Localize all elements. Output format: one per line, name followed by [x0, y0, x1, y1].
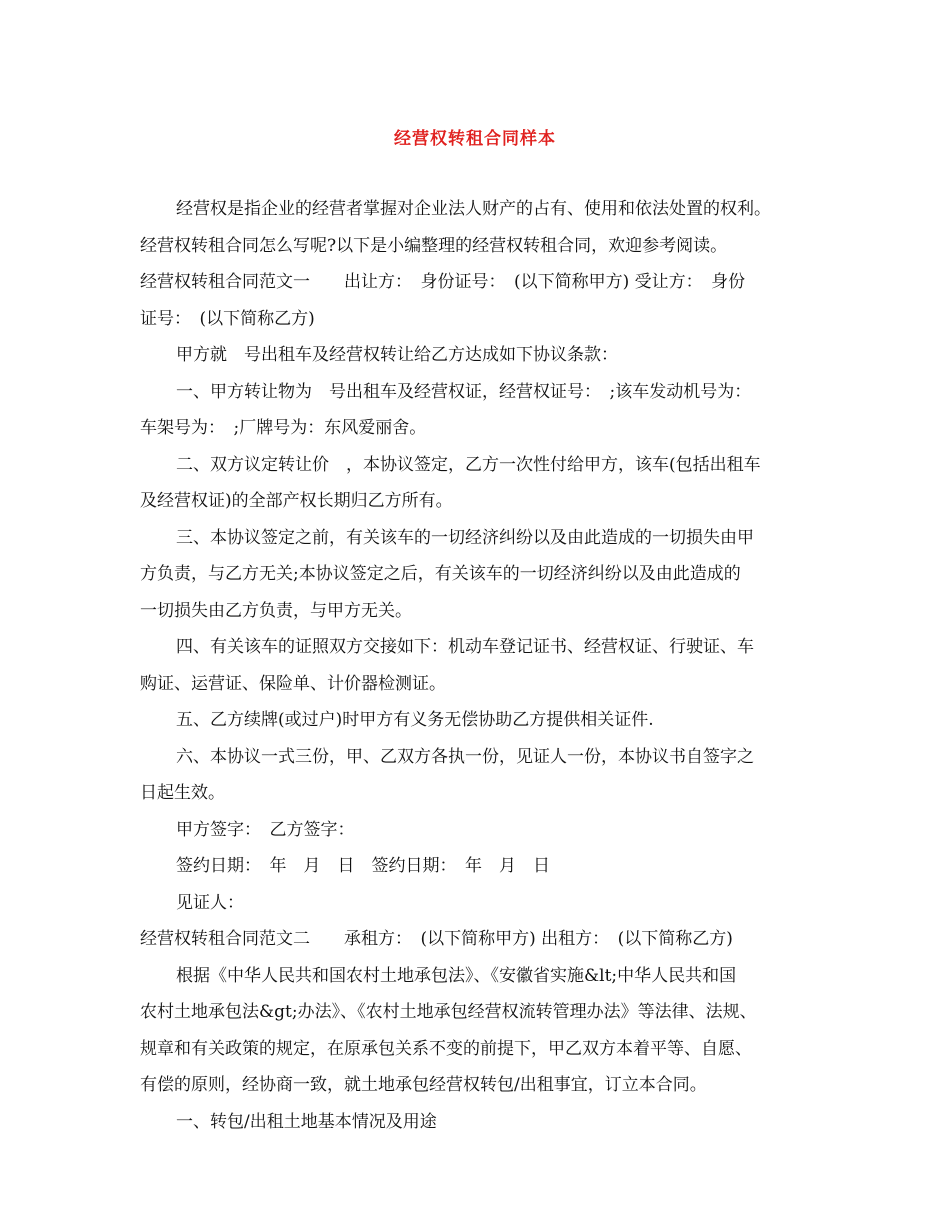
body-line: 四、有关该车的证照双方交接如下：机动车登记证书、经营权证、行驶证、车	[176, 637, 754, 657]
body-line: 证号： (以下简称乙方)	[140, 308, 315, 329]
document-title: 经营权转租合同样本	[394, 129, 556, 149]
body-line: 方负责，与乙方无关;本协议签定之后，有关该车的一切经济纠纷以及由此造成的	[140, 564, 741, 584]
body-line: 有偿的原则，经协商一致，就土地承包经营权转包/出租事宜，订立本合同。	[140, 1075, 707, 1095]
body-line: 农村土地承包法&gt;办法》、《农村土地承包经营权流转管理办法》等法律、法规、	[140, 1002, 757, 1022]
body-line: 日起生效。	[140, 783, 225, 803]
body-line: 经营权转租合同怎么写呢?以下是小编整理的经营权转租合同，欢迎参考阅读。	[140, 235, 728, 256]
body-line: 一切损失由乙方负责，与甲方无关。	[140, 600, 412, 621]
body-line: 车架号为： ;厂牌号为：东风爱丽舍。	[140, 418, 427, 438]
body-line: 一、转包/出租土地基本情况及用途	[176, 1111, 437, 1132]
body-line: 三、本协议签定之前，有关该车的一切经济纠纷以及由此造成的一切损失由甲	[176, 527, 754, 548]
body-line: 经营权转租合同范文一 出让方： 身份证号： (以下简称甲方) 受让方： 身份	[140, 272, 746, 292]
body-line: 六、本协议一式三份，甲、乙双方各执一份，见证人一份，本协议书自签字之	[176, 746, 754, 767]
document-body	[140, 191, 820, 1140]
body-line: 经营权转租合同范文二 承租方： (以下简称甲方) 出租方： (以下简称乙方)	[140, 929, 733, 949]
body-line: 一、甲方转让物为 号出租车及经营权证，经营权证号： ;该车发动机号为：	[176, 381, 752, 402]
body-line: 甲方签字： 乙方签字：	[176, 819, 355, 840]
body-line: 及经营权证)的全部产权长期归乙方所有。	[140, 491, 453, 511]
body-line: 签约日期： 年 月 日 签约日期： 年 月 日	[176, 856, 550, 876]
body-line: 规章和有关政策的规定，在原承包关系不变的前提下，甲乙双方本着平等、自愿、	[140, 1038, 752, 1059]
body-line: 五、乙方续牌(或过户)时甲方有义务无偿协助乙方提供相关证件.	[176, 710, 654, 730]
body-line: 二、双方议定转让价 ，本协议签定，乙方一次性付给甲方，该车(包括出租车	[176, 454, 761, 475]
body-line: 经营权是指企业的经营者掌握对企业法人财产的占有、使用和依法处置的权利。	[176, 199, 771, 219]
body-line: 购证、运营证、保险单、计价器检测证。	[140, 673, 446, 694]
body-line: 甲方就 号出租车及经营权转让给乙方达成如下协议条款：	[176, 345, 618, 365]
body-line: 根据《中华人民共和国农村土地承包法》、《安徽省实施&lt;中华人民共和国	[176, 965, 737, 986]
body-line: 见证人：	[176, 892, 244, 913]
